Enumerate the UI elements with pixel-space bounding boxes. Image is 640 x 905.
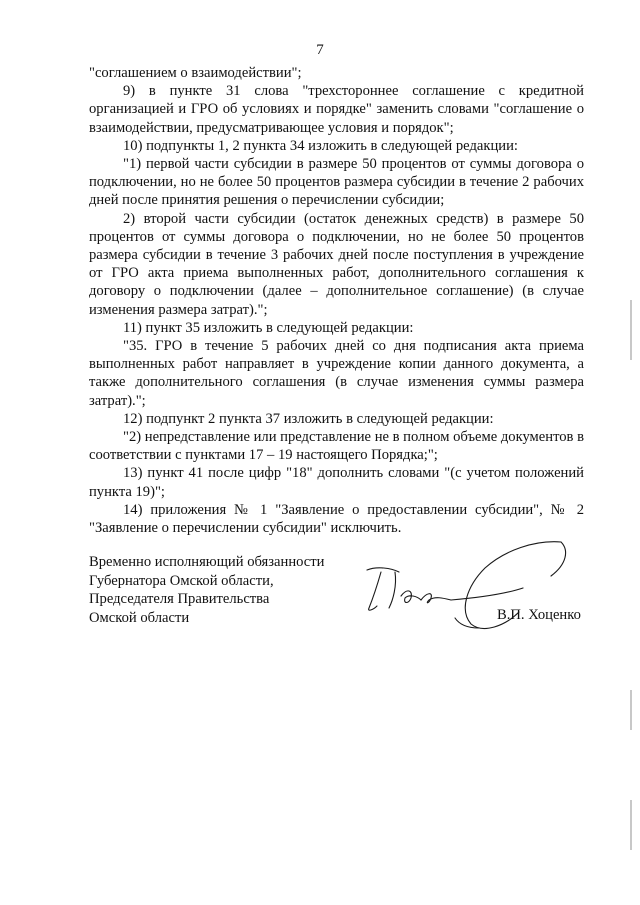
page-number: 7 bbox=[316, 42, 324, 58]
signatory-title-line: Губернатора Омской области, bbox=[89, 572, 274, 589]
paragraph: "соглашением о взаимодействии"; bbox=[89, 65, 302, 81]
paragraph: "2) непредставление или представление не в полном объеме документов в соответствии с пунктами 17 – 19 настоящего Порядка;"; bbox=[89, 429, 584, 464]
scan-edge-mark bbox=[630, 800, 632, 850]
signatory-title-line: Председателя Правительства bbox=[89, 591, 270, 607]
paragraph: 11) пункт 35 изложить в следующей редакции: bbox=[123, 319, 414, 336]
signatory-title-line: Временно исполняющий обязанности bbox=[89, 554, 325, 570]
paragraph: "1) первой части субсидии в размере 50 процентов от суммы договора о подключении, но не более 50 процентов размера субсидии в течение 2 рабочих дней после принятия решения о перечислении субсидии; bbox=[89, 156, 584, 209]
paragraph: "35. ГРО в течение 5 рабочих дней со дня подписания акта приема выполненных работ направляет в учреждение копии данного документа, а также дополнительного соглашения (в случае изменения суммы размера затрат)."; bbox=[89, 338, 584, 409]
signatory-name: В.П. Хоценко bbox=[497, 607, 581, 623]
document-body bbox=[89, 64, 584, 537]
paragraph: 9) в пункте 31 слова "трехстороннее соглашение с кредитной организацией и ГРО об условиях и порядке" заменить словами "соглашение о взаимодействии, предусматривающее условия и порядок"; bbox=[89, 83, 584, 136]
signatory-title-line: Омской области bbox=[89, 609, 190, 626]
paragraph: 14) приложения № 1 "Заявление о предоставлении субсидии", № 2 "Заявление о перечислении субсидии" исключить. bbox=[89, 501, 584, 537]
handwritten-signature bbox=[355, 528, 585, 648]
paragraph: 13) пункт 41 после цифр "18" дополнить словами "(с учетом положений пункта 19)"; bbox=[89, 465, 584, 500]
scan-edge-mark bbox=[630, 300, 632, 360]
signatory-title bbox=[89, 553, 324, 627]
paragraph: 10) подпункты 1, 2 пункта 34 изложить в следующей редакции: bbox=[123, 137, 518, 154]
paragraph: 2) второй части субсидии (остаток денежных средств) в размере 50 процентов от суммы договора о подключении, но не более 50 процентов размера субсидии в течение 3 рабочих дней после поступления в учреждение от ГРО акта приема выполненных работ, дополнительного соглашения к договору о подключении (далее – дополнительное соглашение) (в случае изменения размера затрат)."; bbox=[89, 210, 584, 318]
scan-edge-mark bbox=[630, 690, 632, 730]
paragraph: 12) подпункт 2 пункта 37 изложить в следующей редакции: bbox=[123, 410, 494, 427]
